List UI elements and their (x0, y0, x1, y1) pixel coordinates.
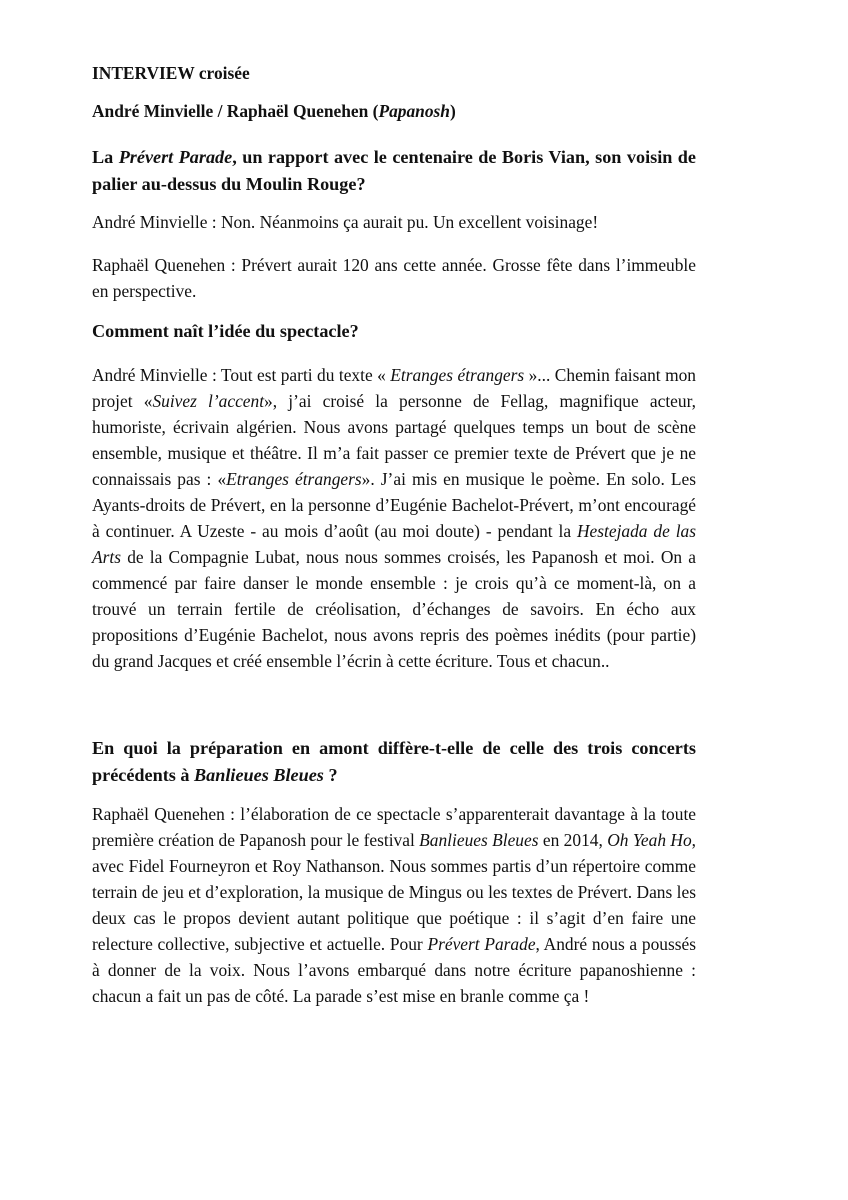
question-1-text: La (92, 147, 119, 167)
answer-1-text: André Minvielle : Non. Néanmoins ça aurait pu. Un excellent voisinage! (92, 212, 599, 232)
answer-4: Raphaël Quenehen : l’élaboration de ce spectacle s’apparenterait davantage à la toute première création de Papanosh pour le festival Banlieues Bleues en 2014, Oh Yeah Ho, avec Fidel Fourneyron et Roy Nathanson. Nous sommes partis d’un répertoire comme terrain de jeu et d’exploration, la musique de Mingus ou les textes de Prévert. Dans les deux cas le propos devient autant politique que poétique : il s’agit d’en faire une relecture collective, subjective et actuelle. Pour Prévert Parade, André nous a poussés à donner de la voix. Nous l’avons embarqué dans notre écriture papanoshienne : chacun a fait un pas de côté. La parade s’est mise en branle comme ça ! (92, 804, 697, 1006)
question-2-text: Comment naît l’idée du spectacle? (92, 321, 359, 341)
work-title: Banlieues Bleues (419, 830, 539, 850)
answer-2 (92, 252, 696, 304)
question-2 (92, 318, 696, 345)
participants-names: André Minvielle / Raphaël Quenehen ( (92, 101, 379, 121)
question-3-title: Banlieues Bleues (194, 765, 324, 785)
question-3-text: En quoi la préparation en amont diffère-t-elle de celle des trois concerts précédents à (92, 738, 696, 785)
question-1-title: Prévert Parade (118, 147, 233, 167)
question-3 (92, 735, 696, 789)
question-3-text-end: ? (323, 765, 338, 785)
answer-1 (92, 209, 696, 235)
work-title: Hestejada de las Arts (92, 521, 697, 567)
work-title: Prévert Parade (427, 934, 536, 954)
participants-close: ) (449, 101, 456, 121)
question-1 (92, 144, 696, 198)
work-title: Suivez l’accent (152, 391, 265, 411)
document-title (92, 60, 696, 87)
participants-line (92, 98, 696, 125)
question-1-text-end: , un rapport avec le centenaire de Boris Vian, son voisin de palier au-dessus du Moulin Rouge? (92, 147, 696, 194)
title-text: INTERVIEW croisée (92, 63, 250, 83)
work-title: Etranges étrangers (226, 469, 362, 489)
work-title: Oh Yeah Ho (607, 830, 692, 850)
work-title: Etranges étrangers (390, 365, 525, 385)
group-name: Papanosh (378, 101, 450, 121)
answer-2-text: Raphaël Quenehen : Prévert aurait 120 ans cette année. Grosse fête dans l’immeuble en perspective. (92, 255, 696, 301)
answer-3: André Minvielle : Tout est parti du texte « Etranges étrangers »... Chemin faisant mon projet «Suivez l’accent», j’ai croisé la personne de Fellag, magnifique acteur, humoriste, écrivain algérien. Nous avons partagé quelques temps un bout de scène ensemble, musique et théâtre. Il m’a fait passer ce premier texte de Prévert que je ne connaissais pas : «Etranges étrangers». J’ai mis en musique le poème. En solo. Les Ayants-droits de Prévert, en la personne d’Eugénie Bachelot-Prévert, m’ont encouragé à continuer. A Uzeste - au mois d’août (au moi doute) - pendant la Hestejada de las Arts de la Compagnie Lubat, nous nous sommes croisés, les Papanosh et moi. On a commencé par faire danser le monde ensemble : je crois qu’à ce moment-là, on a trouvé un terrain fertile de créolisation, d’échanges de savoirs. En écho aux propositions d’Eugénie Bachelot, nous avons repris des poèmes inédits (pour partie) du grand Jacques et créé ensemble l’écrin à cette écriture. Tous et chacun.. (92, 365, 697, 671)
